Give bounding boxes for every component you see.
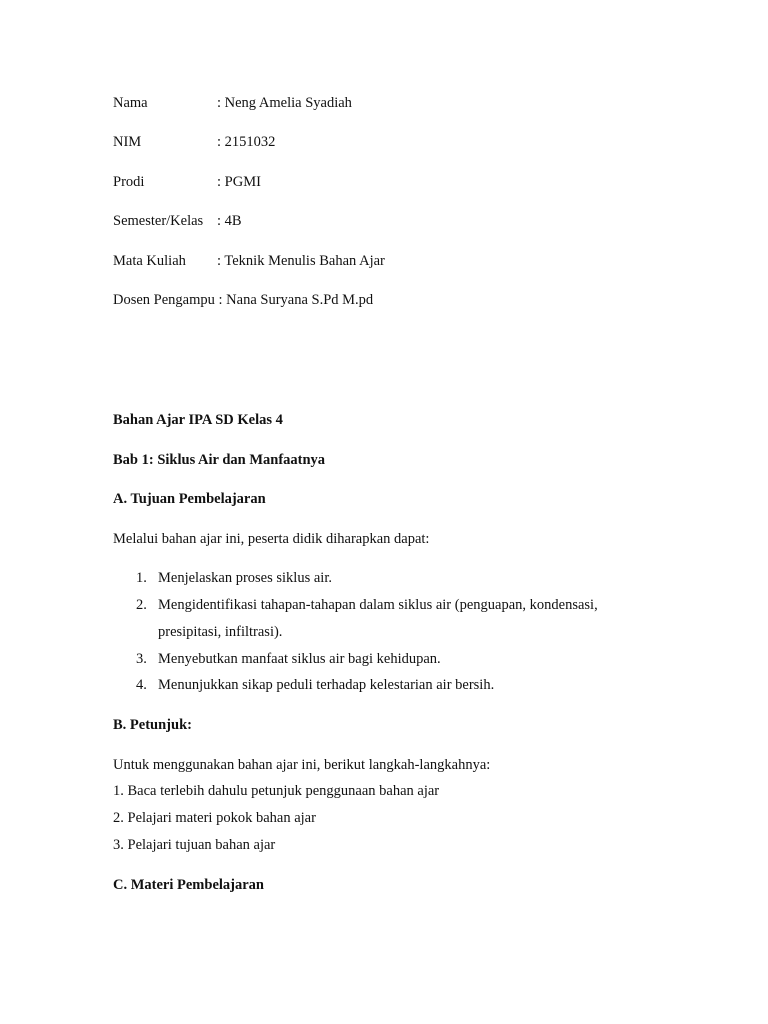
list-item-text: Menunjukkan sikap peduli terhadap kelestarian air bersih. xyxy=(158,677,495,693)
dosen-line: Dosen Pengampu : Nana Suryana S.Pd M.pd xyxy=(113,292,374,308)
section-b-intro: Untuk menggunakan bahan ajar ini, berikut langkah-langkahnya: xyxy=(113,757,491,773)
list-item-text: Mengidentifikasi tahapan-tahapan dalam siklus air (penguapan, kondensasi, xyxy=(158,597,598,613)
nim-label: NIM xyxy=(113,134,142,150)
semester-label: Semester/Kelas xyxy=(113,213,204,229)
list-item-number: 4. xyxy=(136,677,147,693)
section-a-title: A. Tujuan Pembelajaran xyxy=(113,491,266,507)
list-item-text: Menyebutkan manfaat siklus air bagi kehidupan. xyxy=(158,651,441,667)
list-item-number: 1. xyxy=(136,570,147,586)
nim-value: : 2151032 xyxy=(217,134,276,150)
step-item: 1. Baca terlebih dahulu petunjuk penggunaan bahan ajar xyxy=(113,783,440,799)
list-item-text-continued: presipitasi, infiltrasi). xyxy=(158,624,283,640)
list-item-number: 3. xyxy=(136,651,147,667)
nama-label: Nama xyxy=(113,95,148,111)
prodi-label: Prodi xyxy=(113,174,145,190)
matkul-value: : Teknik Menulis Bahan Ajar xyxy=(217,253,385,269)
document-title: Bahan Ajar IPA SD Kelas 4 xyxy=(113,412,283,428)
matkul-label: Mata Kuliah xyxy=(113,253,186,269)
list-item-number: 2. xyxy=(136,597,147,613)
step-item: 3. Pelajari tujuan bahan ajar xyxy=(113,837,276,853)
semester-value: : 4B xyxy=(217,213,242,229)
list-item-text: Menjelaskan proses siklus air. xyxy=(158,570,332,586)
chapter-title: Bab 1: Siklus Air dan Manfaatnya xyxy=(113,452,326,468)
prodi-value: : PGMI xyxy=(217,174,261,190)
step-item: 2. Pelajari materi pokok bahan ajar xyxy=(113,810,316,826)
section-b-title: B. Petunjuk: xyxy=(113,717,192,733)
section-a-intro: Melalui bahan ajar ini, peserta didik diharapkan dapat: xyxy=(113,531,430,547)
section-c-title: C. Materi Pembelajaran xyxy=(113,877,264,893)
nama-value: : Neng Amelia Syadiah xyxy=(217,95,352,111)
